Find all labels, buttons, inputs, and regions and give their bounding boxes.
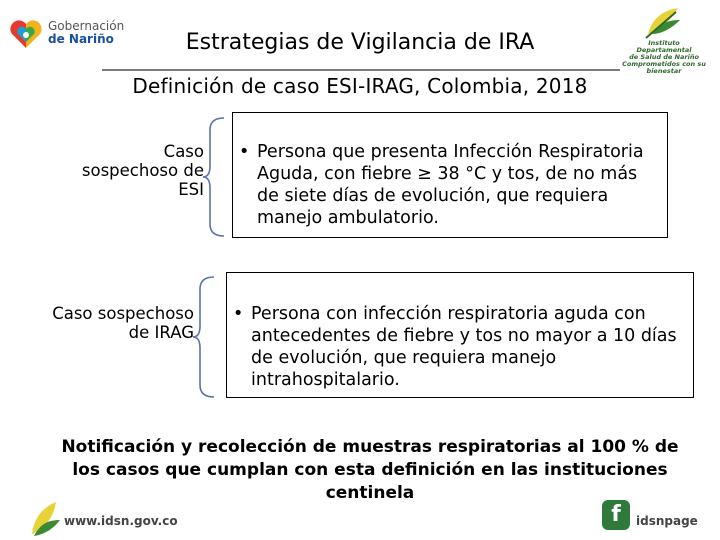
idsn-logo-line-1: Instituto — [648, 39, 680, 47]
definition-irag: Persona con infección respiratoria aguda con antecedentes de fiebre y tos no mayor a 10 días de evolución, que requiera manejo intrahospitalario. — [251, 304, 677, 390]
brace-esi — [202, 116, 228, 238]
page-subtitle: Definición de caso ESI-IRAG, Colombia, 2018 — [132, 74, 588, 98]
brace-irag — [192, 275, 218, 399]
definition-text-esi — [239, 141, 663, 229]
facebook-handle-link[interactable]: idsnpage — [636, 514, 698, 528]
title-divider — [102, 69, 620, 71]
footer-leaf-icon — [28, 498, 62, 538]
definition-esi: Persona que presenta Infección Respiratoria Aguda, con fiebre ≥ 38 °C y tos, de no más de siete días de evolución, que requiera manejo ambulatorio. — [257, 142, 644, 228]
website-link[interactable]: www.idsn.gov.co — [64, 514, 178, 528]
bullet-irag: • — [233, 304, 244, 324]
case-label-irag: Caso sospechoso de IRAG — [52, 304, 194, 342]
definition-box-esi — [232, 112, 668, 238]
bullet-esi: • — [239, 142, 250, 162]
definition-box-irag — [226, 272, 694, 398]
idsn-logo-tagline: Comprometidos con su bienestar — [622, 60, 706, 75]
page-title: Estrategias de Vigilancia de IRA — [185, 30, 535, 55]
case-label-esi: Caso sospechoso de ESI — [81, 142, 204, 199]
gobernacion-logo-line1: Gobernación — [48, 19, 125, 33]
definition-text-irag — [233, 303, 691, 391]
notification-note: Notificación y recolección de muestras respiratorias al 100 % de los casos que cumplan con esta definición en las instituciones centinela — [61, 437, 679, 503]
facebook-icon[interactable]: f — [602, 500, 630, 530]
gobernacion-logo-line2: de Nariño — [48, 32, 114, 46]
idsn-logo-line-3: de Salud de Nariño — [629, 53, 699, 61]
idsn-logo-line-2: Departamental — [636, 46, 692, 54]
